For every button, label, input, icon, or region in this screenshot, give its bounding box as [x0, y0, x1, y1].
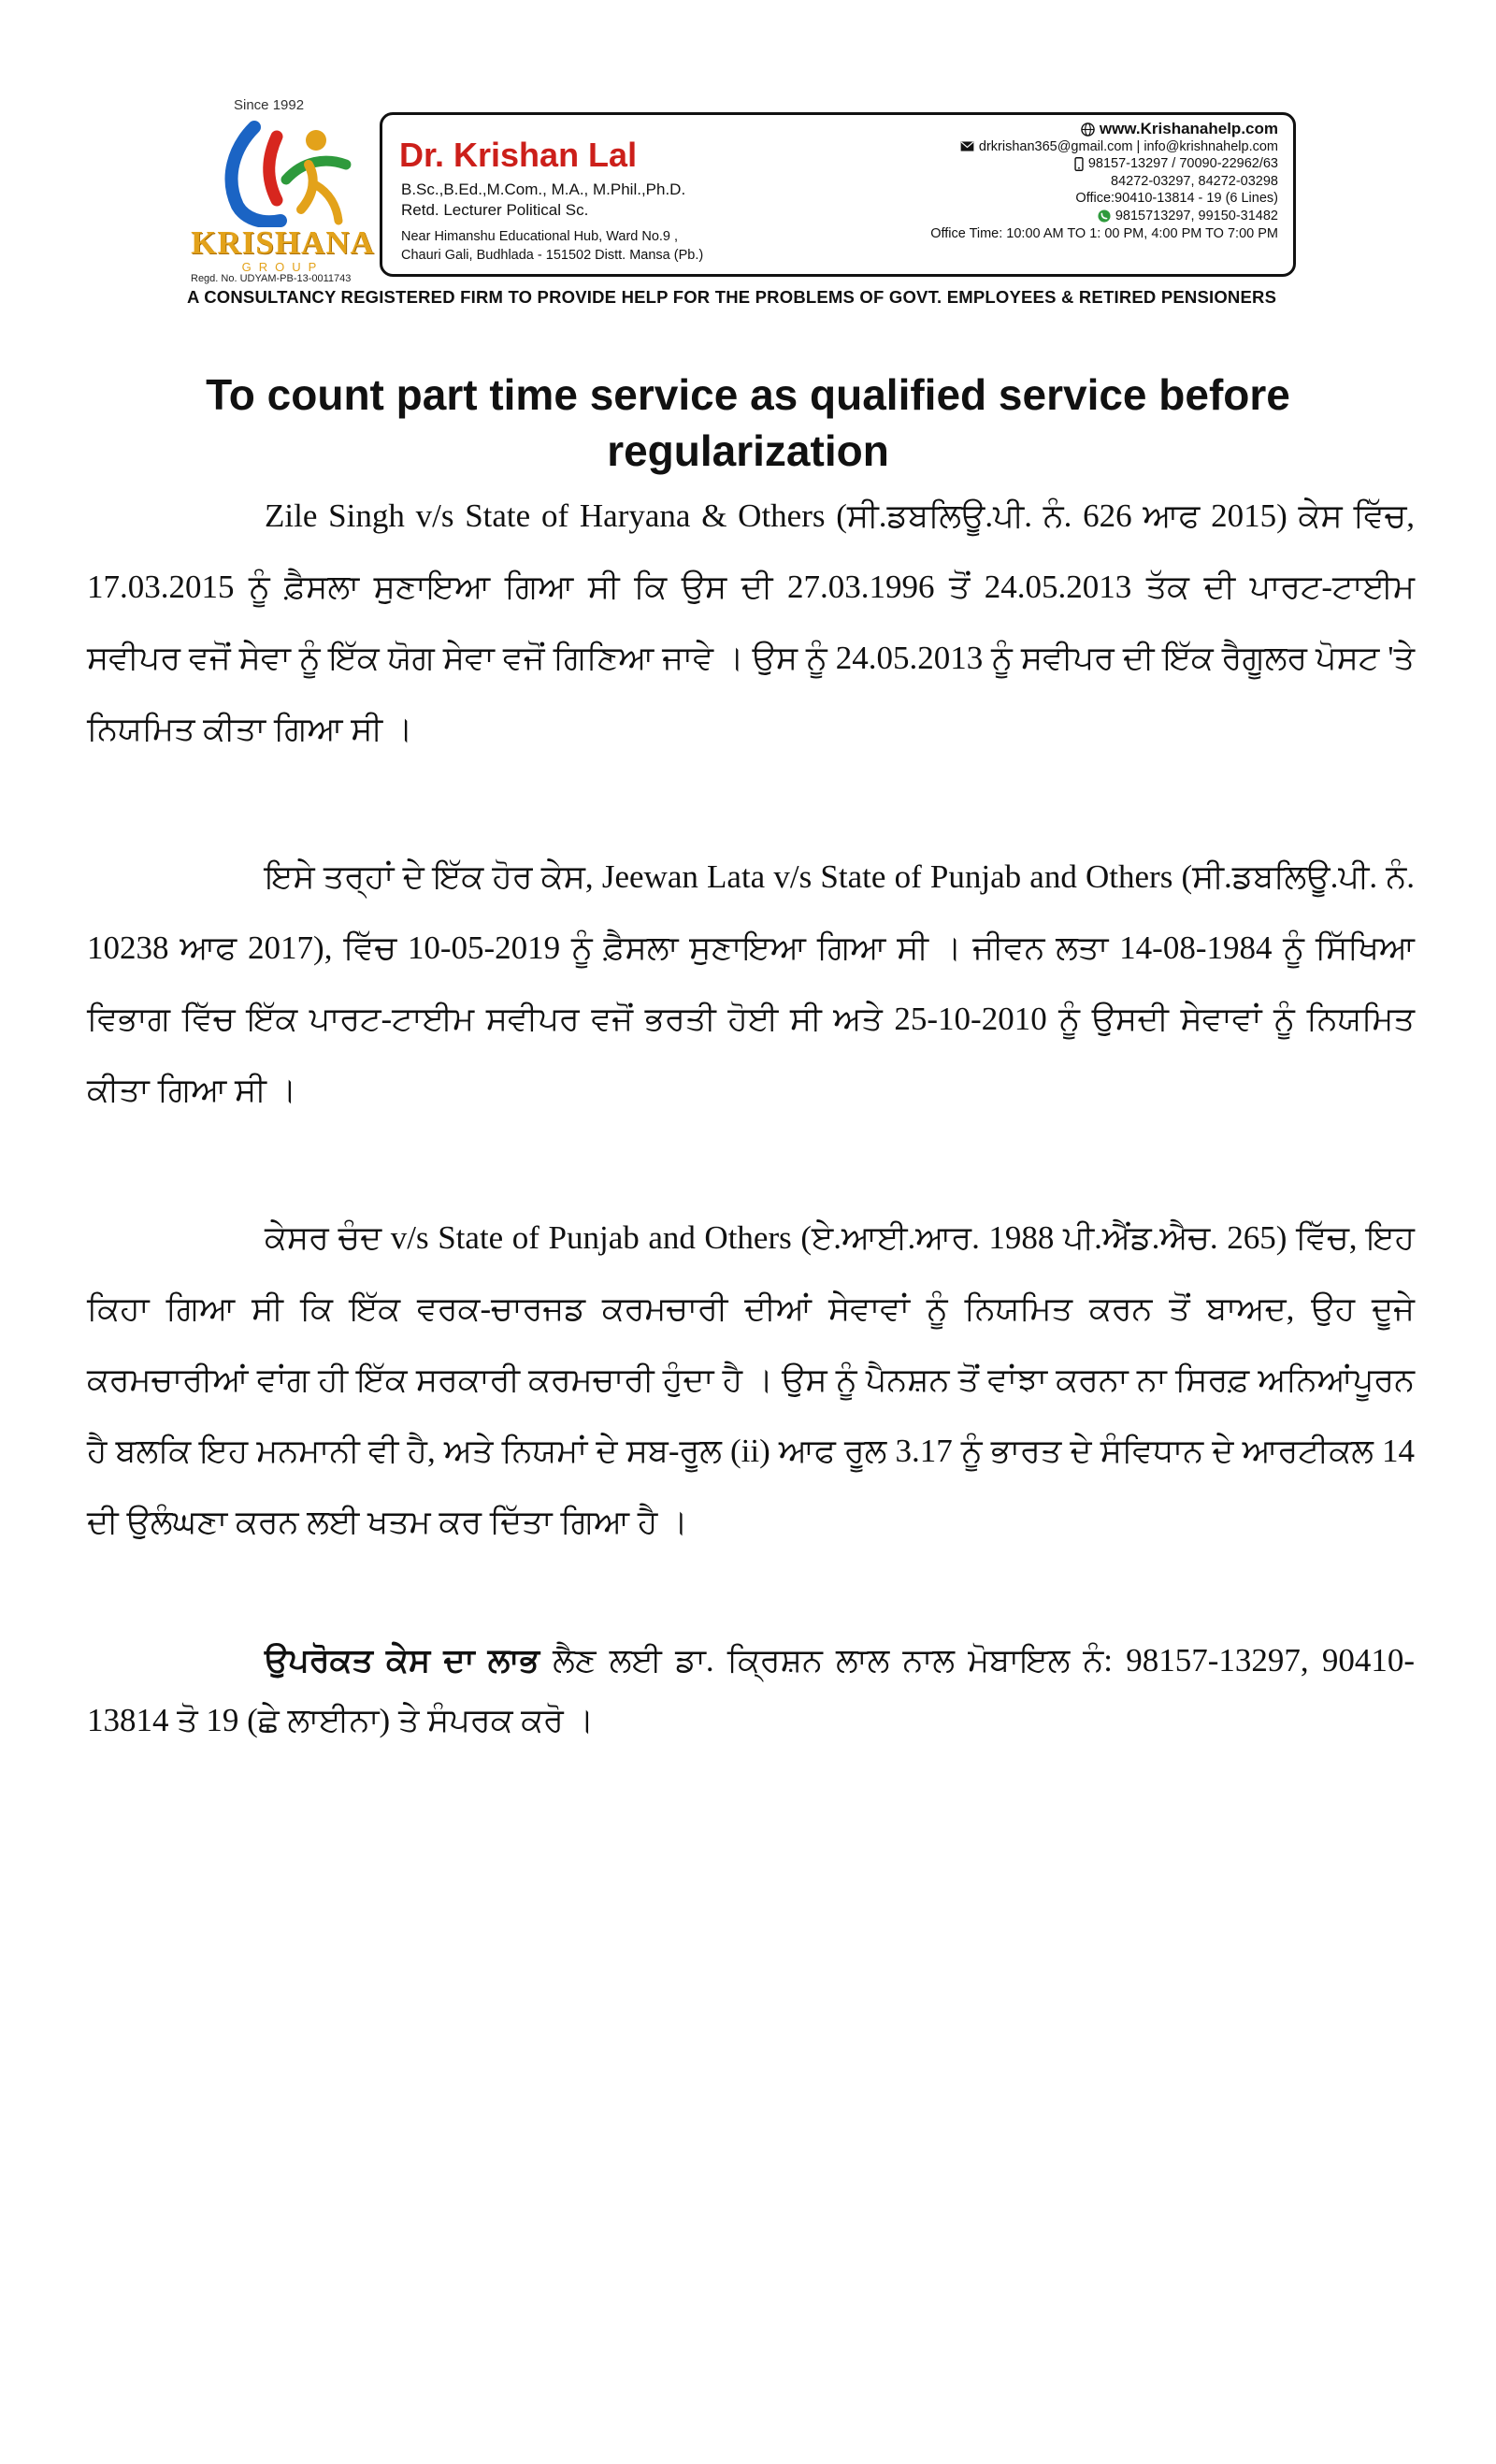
contact-details	[930, 121, 1278, 242]
registration-number: Regd. No. UDYAM-PB-13-0011743	[191, 273, 352, 284]
since-label: Since 1992	[234, 97, 305, 113]
email-links[interactable]: drkrishan365@gmail.com | info@krishnahelp.com	[978, 138, 1278, 154]
letterhead	[0, 0, 1496, 318]
website-row	[930, 121, 1278, 138]
cta-text: ਲੈਣ ਲਈ ਡਾ. ਕ੍ਰਿਸ਼ਨ ਲਾਲ ਨਾਲ ਮੋਬਾਇਲ ਨੰ: 98157-13297, 90410-13814 ਤੋ 19 (ਛੇ ਲਾਈਨਾ) ਤੇ ਸੰਪਰਕ ਕਰੋ ।	[87, 1642, 1415, 1738]
phone-icon	[1074, 157, 1084, 171]
firm-tagline: A CONSULTANCY REGISTERED FIRM TO PROVIDE HELP FOR THE PROBLEMS OF GOVT. EMPLOYEES & RETIRED PENSIONERS	[187, 287, 1277, 307]
qualifications: B.Sc.,B.Ed.,M.Com., M.A., M.Phil.,Ph.D.	[401, 180, 686, 198]
paragraph-kesar-chand: ਕੇਸਰ ਚੰਦ v/s State of Punjab and Others (ਏ.ਆਈ.ਆਰ. 1988 ਪੀ.ਐਂਡ.ਐਚ. 265) ਵਿੱਚ, ਇਹ ਕਿਹਾ ਗਿਆ ਸੀ ਕਿ ਇੱਕ ਵਰਕ-ਚਾਰਜਡ ਕਰਮਚਾਰੀ ਦੀਆਂ ਸੇਵਾਵਾਂ ਨੂੰ ਨਿਯਮਿਤ ਕਰਨ ਤੋਂ ਬਾਅਦ, ਉਹ ਦੂਜੇ ਕਰਮਚਾਰੀਆਂ ਵਾਂਗ ਹੀ ਇੱਕ ਸਰਕਾਰੀ ਕਰਮਚਾਰੀ ਹੁੰਦਾ ਹੈ । ਉਸ ਨੂੰ ਪੈਨਸ਼ਨ ਤੋਂ ਵਾਂਝਾ ਕਰਨਾ ਨਾ ਸਿਰਫ਼ ਅਨਿਆਂਪੂਰਨ ਹੈ ਬਲਕਿ ਇਹ ਮਨਮਾਨੀ ਵੀ ਹੈ, ਅਤੇ ਨਿਯਮਾਂ ਦੇ ਸਬ-ਰੂਲ (ii) ਆਫ ਰੂਲ 3.17 ਨੂੰ ਭਾਰਤ ਦੇ ਸੰਵਿਧਾਨ ਦੇ ਆਰਟੀਕਲ 14 ਦੀ ਉਲੰਘਣਾ ਕਰਨ ਲਈ ਖਤਮ ਕਰ ਦਿੱਤਾ ਗਿਆ ਹੈ ।	[87, 1219, 1415, 1540]
document-body	[87, 481, 1415, 1827]
cta-bold-text: ਉਪਰੋਕਤ ਕੇਸ ਦਾ ਲਾਭ	[265, 1642, 539, 1679]
email-row	[930, 138, 1278, 156]
brand-subtitle: GROUP	[241, 260, 324, 274]
office-time: Office Time: 10:00 AM TO 1: 00 PM, 4:00 PM TO 7:00 PM	[930, 225, 1278, 241]
whatsapp-row	[930, 208, 1278, 225]
address-line-2: Chauri Gali, Budhlada - 151502 Distt. Mansa (Pb.)	[401, 248, 704, 263]
address-line-1: Near Himanshu Educational Hub, Ward No.9 ,	[401, 229, 679, 244]
designation: Retd. Lecturer Political Sc.	[401, 201, 589, 219]
contact-box	[380, 112, 1296, 277]
whatsapp-icon	[1098, 209, 1111, 223]
contact-call-to-action	[87, 1631, 1415, 1751]
phone-row	[930, 155, 1278, 173]
paragraph-jeewan-lata: ਇਸੇ ਤਰ੍ਹਾਂ ਦੇ ਇੱਕ ਹੋਰ ਕੇਸ, Jeewan Lata v/s State of Punjab and Others (ਸੀ.ਡਬਲਿਊ.ਪੀ. ਨੰ. 10238 ਆਫ 2017), ਵਿੱਚ 10-05-2019 ਨੂੰ ਫ਼ੈਸਲਾ ਸੁਣਾਇਆ ਗਿਆ ਸੀ । ਜੀਵਨ ਲਤਾ 14-08-1984 ਨੂੰ ਸਿੱਖਿਆ ਵਿਭਾਗ ਵਿੱਚ ਇੱਕ ਪਾਰਟ-ਟਾਈਮ ਸਵੀਪਰ ਵਜੋਂ ਭਰਤੀ ਹੋਈ ਸੀ ਅਤੇ 25-10-2010 ਨੂੰ ਉਸਦੀ ਸੇਵਾਵਾਂ ਨੂੰ ਨਿਯਮਿਤ ਕੀਤਾ ਗਿਆ ਸੀ ।	[87, 858, 1415, 1108]
office-phone: Office:90410-13814 - 19 (6 Lines)	[1075, 191, 1278, 207]
logo-figure-icon	[196, 120, 374, 227]
website-link[interactable]: www.Krishanahelp.com	[1099, 120, 1278, 137]
paragraph-zile-singh: Zile Singh v/s State of Haryana & Others (ਸੀ.ਡਬਲਿਊ.ਪੀ. ਨੰ. 626 ਆਫ 2015) ਕੇਸ ਵਿੱਚ, 17.03.2015 ਨੂੰ ਫ਼ੈਸਲਾ ਸੁਣਾਇਆ ਗਿਆ ਸੀ ਕਿ ਉਸ ਦੀ 27.03.1996 ਤੋਂ 24.05.2013 ਤੱਕ ਦੀ ਪਾਰਟ-ਟਾਈਮ ਸਵੀਪਰ ਵਜੋਂ ਸੇਵਾ ਨੂੰ ਇੱਕ ਯੋਗ ਸੇਵਾ ਵਜੋਂ ਗਿਣਿਆ ਜਾਵੇ । ਉਸ ਨੂੰ 24.05.2013 ਨੂੰ ਸਵੀਪਰ ਦੀ ਇੱਕ ਰੈਗੂਲਰ ਪੋਸਟ 'ਤੇ ਨਿਯਮਿਤ ਕੀਤਾ ਗਿਆ ਸੀ ।	[87, 497, 1415, 747]
document-title: To count part time service as qualified service before regularization	[206, 370, 1290, 475]
globe-icon	[1081, 122, 1095, 137]
brand-name: KRISHANA	[191, 224, 375, 261]
phone-row-2: 84272-03297, 84272-03298	[1111, 173, 1278, 189]
whatsapp-numbers: 9815713297, 99150-31482	[1115, 208, 1278, 223]
doctor-name: Dr. Krishan Lal	[399, 136, 638, 174]
krishana-group-logo	[187, 94, 383, 290]
email-icon	[960, 141, 974, 151]
phone-numbers: 98157-13297 / 70090-22962/63	[1087, 156, 1278, 172]
